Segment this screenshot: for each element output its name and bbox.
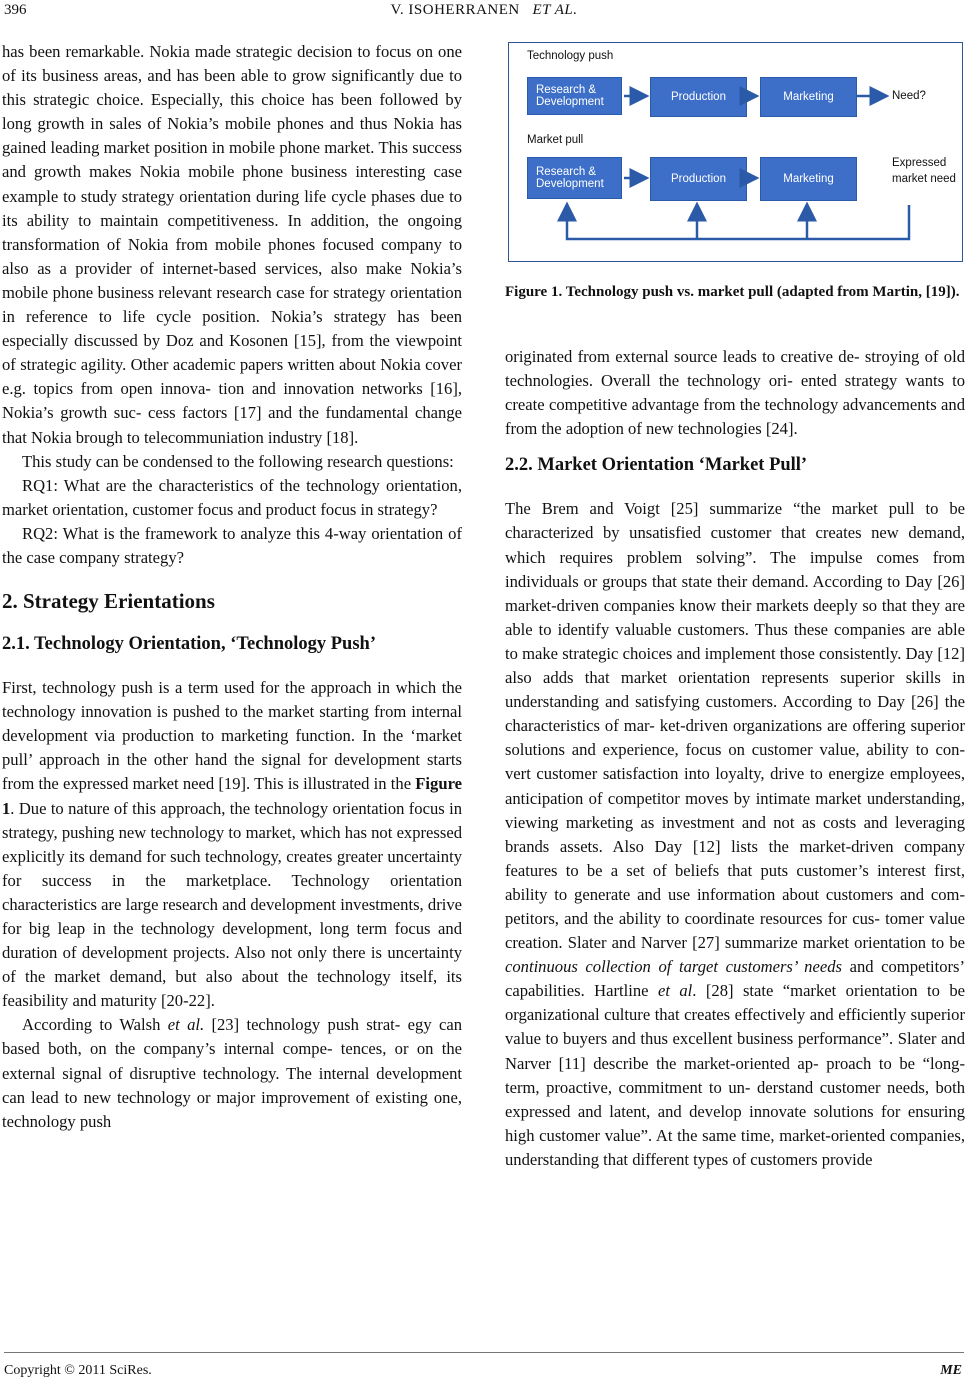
right-column [505, 345, 965, 1172]
production-box-pull: Production [650, 157, 747, 201]
journal-abbrev: ME [940, 1363, 962, 1378]
need-question-label: Need? [892, 90, 926, 102]
author-name: V. ISOHERRANEN [390, 2, 520, 18]
page-footer [0, 1363, 968, 1383]
figure-technology-push-market-pull [508, 42, 963, 262]
research-question-2: RQ2: What is the framework to analyze this 4-way orientation of the case company strategy? [2, 523, 462, 567]
paragraph: has been remarkable. Nokia made strategic decision to focus on one of its business areas, and has been able to grow significantly due to this strategic choice. Especially, this choice has been followed by long growth in sales of Nokia’s mobile phones and thus Nokia has gained leading market position in mobile phone market. This success and growth makes Nokia mobile phone business interesting case example to study strategy orientation during life cycle phases due to its ability to maintain competitiveness. In addition, the ongoing transformation of Nokia from mobile phones focused company to also as a provider of internet-based services, also make Nokia’s mobile phone business relevant research case for strategy orientation in reference to life cycle position. Nokia’s strategy has been especially discussed by Doz and Kosonen [15], from the viewpoint of strategic agility. Other academic papers written about Nokia cover e.g. topics from open innova- tion and innovation networks [16], Nokia’s growth suc- cess factors [17] and the fundamental change that Nokia brough to telecommuniation industry [18]. [2, 42, 462, 447]
running-title [0, 2, 968, 19]
copyright: Copyright © 2011 SciRes. [4, 1363, 152, 1378]
paragraph: First, technology push is a term used for the approach in which the technology innovation is pushed to the market starting from internal development via production to marketing function. In the ‘market pull’ approach in the other hand the signal for development starts from the expressed market need [19]. This is illustrated in the Figure 1. Due to nature of this approach, the technology orientation focus in strategy, pushing new technology to market, which has not expressed explicitly its demand for such technology, creates greater uncertainty for success in the marketplace. Technology orientation characteristics are large research and development investments, drive for big leap in the technology development, long term focus and duration of development projects. Also not only there is uncertainty of the market demand, but also about the technology itself, its feasibility and maturity [20-22]. [2, 678, 462, 1011]
figure-arrows [509, 43, 962, 261]
subsection-heading: 2.1. Technology Orientation, ‘Technology Push’ [2, 634, 376, 655]
research-question-1: RQ1: What are the characteristics of the technology orientation, market orientation, customer focus and product focus in strategy? [2, 475, 462, 519]
rd-box-push: Research & Development [527, 77, 622, 115]
figure-caption: Figure 1. Technology push vs. market pull (adapted from Martin, [19]). [505, 284, 960, 300]
expressed-market-need-label: Expressed market need [892, 157, 956, 185]
paragraph: This study can be condensed to the following research questions: [22, 451, 454, 471]
production-box-push: Production [650, 77, 747, 117]
marketing-box-push: Marketing [760, 77, 857, 117]
section-heading: 2. Strategy Erientations [2, 589, 215, 614]
figure-reference-link[interactable]: Figure 1 [2, 774, 462, 818]
subsection-heading: 2.2. Market Orientation ‘Market Pull’ [505, 455, 808, 476]
technology-push-label: Technology push [527, 50, 614, 62]
footer-divider [4, 1352, 964, 1353]
marketing-box-pull: Marketing [760, 157, 857, 201]
market-pull-label: Market pull [527, 134, 584, 146]
running-header [0, 0, 968, 26]
paragraph: According to Walsh et al. [23] technology push strat- egy can based both, on the company’s internal compe- tences, or on the external signal of disruptive technology. The internal development can lead to new technology or major improvement of existing one, technology push [2, 1015, 462, 1131]
rd-box-pull: Research & Development [527, 157, 622, 199]
left-column [2, 40, 462, 1134]
paragraph: originated from external source leads to creative de- stroying of old technologies. Overall the technology ori- ented strategy wants to create competitive advantage from the technology advancements and from the adoption of new technologies [24]. [505, 347, 965, 439]
page-number: 396 [4, 2, 27, 18]
arrow-need-feedback [567, 204, 909, 239]
et-al: ET AL. [532, 2, 578, 18]
paragraph: The Brem and Voigt [25] summarize “the market pull to be characterized by unsatisfied customer that creates new demand, which requires problem solving”. The impulse comes from individuals or groups that state their demand. According to Day [26] market-driven companies know their markets deeply so that they are able to identify valuable customers. Thus these companies are able to make strategic choices and implement those consistently. Day [12] also adds that market orientation represents superior skills in understanding and satisfying customers. According to Day [26] the characteristics of mar- ket-driven organizations are offering superior solutions and experience, focus on customer value, ability to con- vert customer satisfaction into loyalty, drive to energize employees, anticipation of competitor moves by intimate market understanding, viewing marketing as investment and not as costs and leveraging brands assets. Also Day [12] lists the market-driven company features to be a set of beliefs that puts customer’s interest first, ability to generate and use information about customers and com- petitors, and the ability to coordinate resources for cus- tomer value creation. Slater and Narver [27] summarize market orientation to be continuous collection of target customers’ needs and competitors’ capabilities. Hartline et al. [28] state “market orientation to be organizational culture that creates effectively and efficiently superior value to buyers and thus excellent business performance”. Slater and Narver [11] describe the market-oriented ap- proach to be “long-term, proactive, commitment to un- derstand customer needs, both expressed and latent, and develop innovate solutions for ensuring high customer value”. At the same time, market-oriented companies, understanding that different types of customers provide [505, 499, 966, 1169]
